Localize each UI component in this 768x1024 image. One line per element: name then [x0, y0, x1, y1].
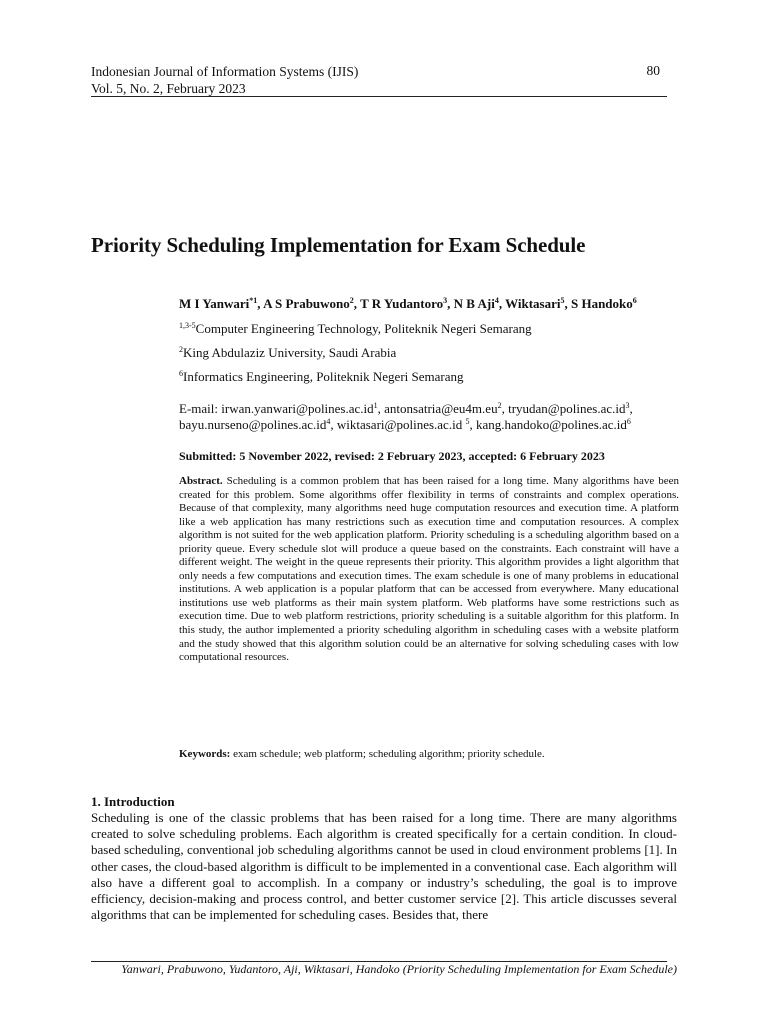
email-sup: 4	[326, 417, 331, 426]
abstract-text: Scheduling is a common problem that has been raised for a long time. Many algorithms have been created for this problem. Some algorithms offer flexibility in terms of constraints and complex operations. Because of that complexity, many algorithms need huge computation resources and execution time. A platform like a web application has many restrictions such as execution time and computation resources. A complex algorithm is not suited for the web application platform. Priority scheduling is a scheduling algorithm based on a priority queue. Every schedule slot will produce a queue based on the constraints. Each constraint will have a different weight. The weight in the queue represents their priority. This algorithm provides a light algorithm that only needs a few computations and execution times. The exam schedule is one of many problems in educational institutions. A web application is a popular platform that can be accessed from everywhere. Many educational institutions use web platforms as their main system platform. Web platforms have some restrictions such as execution time. Due to web platform restrictions, priority scheduling is a suitable algorithm for this platform. In this study, the author implemented a priority scheduling algorithm in scheduling cases with a website platform and the study showed that this algorithm solution could be an alternative for solving scheduling cases with low computational resources.	[179, 475, 679, 664]
author-list	[179, 296, 637, 312]
author-sep: ,	[564, 296, 571, 311]
running-footer: Yanwari, Prabuwono, Yudantoro, Aji, Wiktasari, Handoko (Priority Scheduling Implementation for Exam Schedule)	[121, 962, 677, 976]
submission-dates: Submitted: 5 November 2022, revised: 2 February 2023, accepted: 6 February 2023	[179, 449, 605, 463]
affiliation-text: Informatics Engineering, Politeknik Negeri Semarang	[183, 369, 464, 384]
email-address[interactable]: kang.handoko@polines.ac.id	[475, 417, 627, 432]
author-sep: ,	[447, 296, 454, 311]
author-sep: ,	[353, 296, 361, 311]
keywords-text: exam schedule; web platform; scheduling algorithm; priority schedule.	[230, 748, 545, 760]
header-rule	[91, 96, 667, 97]
abstract-label: Abstract.	[179, 475, 223, 487]
author-sep: ,	[257, 296, 264, 311]
author-sup: 6	[632, 296, 637, 305]
journal-name: Indonesian Journal of Information Systems (IJIS)	[91, 64, 359, 79]
email-address[interactable]: irwan.yanwari@polines.ac.id	[221, 401, 374, 416]
email-sup: 3	[625, 401, 630, 410]
affiliation	[179, 369, 464, 385]
email-sup: 6	[626, 417, 631, 426]
journal-issue: Vol. 5, No. 2, February 2023	[91, 81, 246, 96]
email-sep: ,	[469, 417, 476, 432]
author-name: Wiktasari	[505, 296, 561, 311]
author-sup: 4	[494, 296, 499, 305]
affiliation	[179, 345, 396, 361]
author-name: A S Prabuwono	[263, 296, 350, 311]
email-address[interactable]: tryudan@polines.ac.id	[508, 401, 626, 416]
email-sup: 1	[373, 401, 378, 410]
author-name: T R Yudantoro	[360, 296, 444, 311]
author-sep: ,	[498, 296, 506, 311]
abstract	[179, 475, 679, 665]
email-sup: 2	[497, 401, 502, 410]
email-sep: ,	[501, 401, 509, 416]
affiliation-sup: 2	[179, 345, 183, 354]
affiliation-sup: 6	[179, 369, 183, 378]
email-sep: ,	[330, 417, 337, 432]
affiliation-text: King Abdulaziz University, Saudi Arabia	[183, 345, 397, 360]
email-sep: ,	[377, 401, 385, 416]
author-sup: 5	[560, 296, 565, 305]
email-address[interactable]: antonsatria@eu4m.eu	[384, 401, 498, 416]
affiliation-sup: 1,3-5	[179, 321, 196, 330]
page-number: 80	[646, 63, 660, 78]
email-line	[179, 401, 633, 417]
affiliation-text: Computer Engineering Technology, Politeknik Negeri Semarang	[195, 321, 532, 336]
author-sup: 3	[443, 296, 448, 305]
email-label: E-mail:	[179, 401, 222, 416]
author-name: S Handoko	[570, 296, 633, 311]
section-heading: 1. Introduction	[91, 794, 175, 809]
keywords-label: Keywords:	[179, 748, 231, 760]
email-line	[179, 417, 631, 433]
email-address[interactable]: bayu.nurseno@polines.ac.id	[179, 417, 327, 432]
affiliation	[179, 321, 532, 337]
author-sup: 2	[349, 296, 354, 305]
introduction-text: Scheduling is one of the classic problems that has been raised for a long time. There are many algorithms created to solve scheduling problems. Each algorithm is created specifically for a certain condition. In cloud-based scheduling, conventional job scheduling algorithms cannot be used in cloud environment problems [1]. In other cases, the cloud-based algorithm is difficult to be implemented in a conventional case. Each algorithm will also have a different goal to accomplish. In a company or industry’s scheduling, the goal is to improve efficiency, decision-making and process control, and better customer service [2]. This article discusses several algorithms that can be implemented for scheduling cases. Besides that, there	[91, 810, 677, 923]
keywords	[179, 748, 545, 760]
paper-title: Priority Scheduling Implementation for Exam Schedule	[91, 233, 586, 257]
email-address[interactable]: wiktasari@polines.ac.id	[336, 417, 466, 432]
author-name: M I Yanwari	[179, 296, 250, 311]
email-sup: 5	[465, 417, 470, 426]
author-name: N B Aji	[453, 296, 495, 311]
author-sup: *1	[249, 296, 258, 305]
email-sep: ,	[629, 401, 633, 416]
